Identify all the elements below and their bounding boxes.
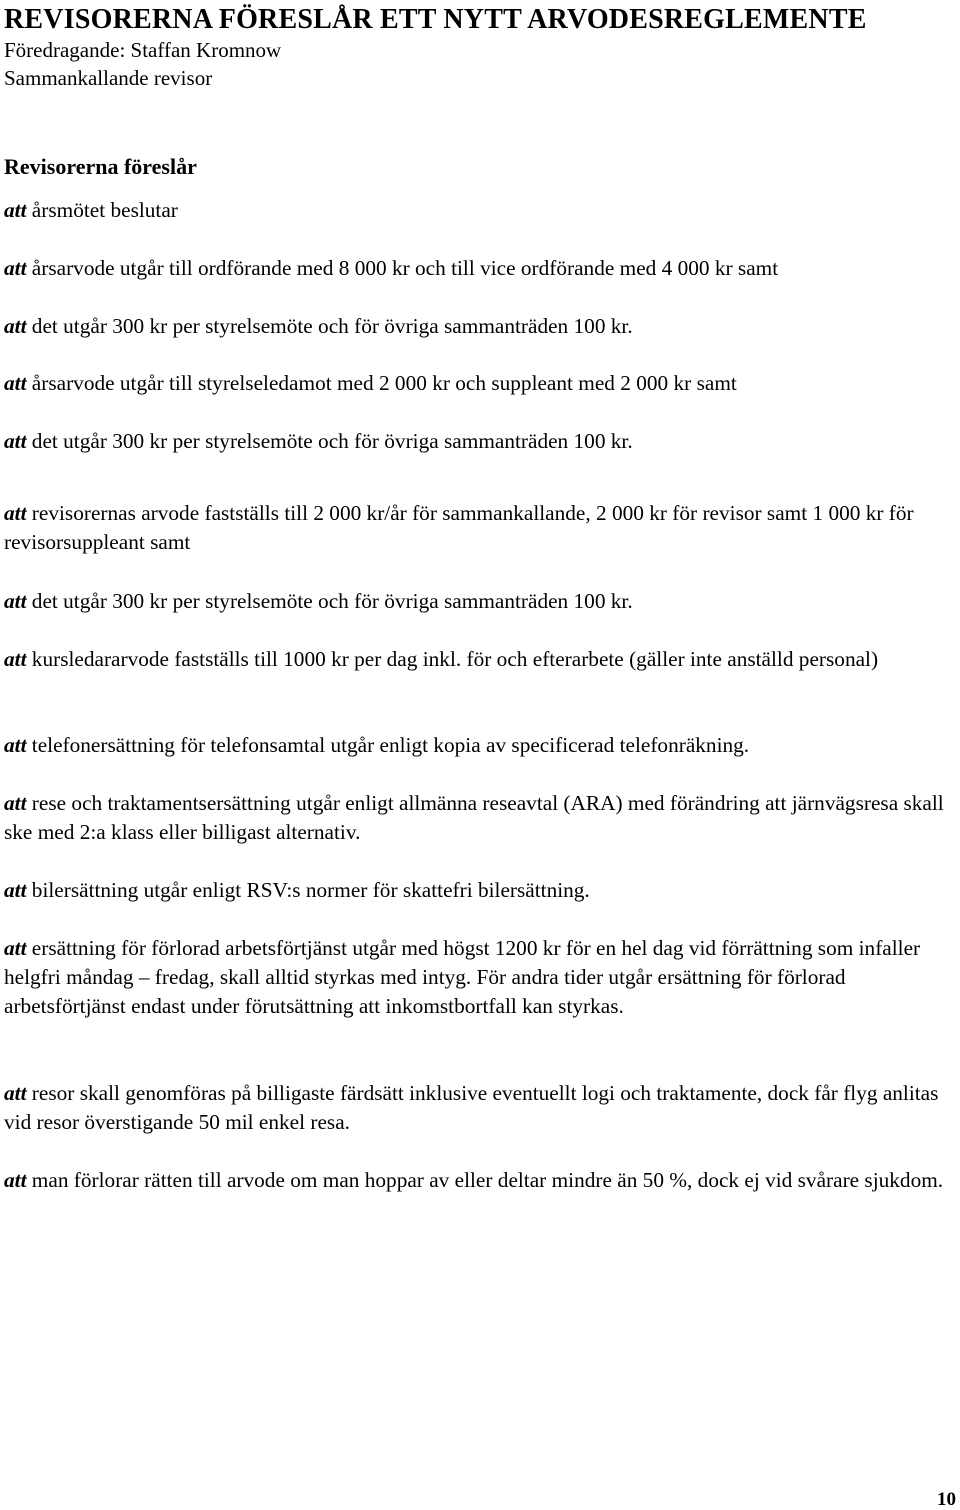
clause-text: det utgår 300 kr per styrelsemöte och för övriga sammanträden 100 kr. bbox=[26, 314, 633, 338]
clause-text: det utgår 300 kr per styrelsemöte och för övriga sammanträden 100 kr. bbox=[26, 429, 633, 453]
clause-text: telefonersättning för telefonsamtal utgår enligt kopia av specificerad telefonräkning. bbox=[26, 733, 750, 757]
clause-text: årsarvode utgår till ordförande med 8 000 kr och till vice ordförande med 4 000 kr samt bbox=[26, 256, 779, 280]
clause-paragraph bbox=[4, 369, 956, 398]
clause-paragraph bbox=[4, 789, 956, 847]
page-number: 10 bbox=[937, 1489, 956, 1510]
clause-keyword: att bbox=[4, 1168, 27, 1192]
clause-keyword: att bbox=[4, 878, 27, 902]
clause-keyword: att bbox=[4, 791, 27, 815]
clause-paragraph bbox=[4, 499, 956, 557]
clause-keyword: att bbox=[4, 733, 27, 757]
document-title: REVISORERNA FÖRESLÅR ETT NYTT ARVODESREGLEMENTE bbox=[4, 4, 867, 35]
clause-text: rese och traktamentsersättning utgår enligt allmänna reseavtal (ARA) med förändring att järnvägsresa skall ske med 2:a klass eller billigast alternativ. bbox=[4, 791, 944, 844]
clause-paragraph bbox=[4, 934, 956, 1021]
clause-keyword: att bbox=[4, 314, 27, 338]
clause-keyword: att bbox=[4, 429, 27, 453]
clause-text: bilersättning utgår enligt RSV:s normer för skattefri bilersättning. bbox=[26, 878, 590, 902]
clause-paragraph bbox=[4, 196, 956, 225]
clause-keyword: att bbox=[4, 371, 27, 395]
clause-text: man förlorar rätten till arvode om man hoppar av eller deltar mindre än 50 %, dock ej vid svårare sjukdom. bbox=[26, 1168, 944, 1192]
clause-text: revisorernas arvode fastställs till 2 000 kr/år för sammankallande, 2 000 kr för revisor samt 1 000 kr för revisorsuppleant samt bbox=[4, 501, 914, 554]
clause-keyword: att bbox=[4, 256, 27, 280]
clause-text: ersättning för förlorad arbetsförtjänst utgår med högst 1200 kr för en hel dag vid förrättning som infaller helgfri måndag – fredag, skall alltid styrkas med intyg. För andra tider utgår ersättning för förlorad arbetsförtjänst endast under förutsättning att inkomstbortfall kan styrkas. bbox=[4, 936, 921, 1018]
clause-text: resor skall genomföras på billigaste färdsätt inklusive eventuellt logi och traktamente, dock får flyg anlitas vid resor överstigande 50 mil enkel resa. bbox=[4, 1081, 939, 1134]
clause-paragraph bbox=[4, 312, 956, 341]
clause-text: kursledararvode fastställs till 1000 kr per dag inkl. för och efterarbete (gäller inte anställd personal) bbox=[26, 647, 879, 671]
clause-text: det utgår 300 kr per styrelsemöte och för övriga sammanträden 100 kr. bbox=[26, 589, 633, 613]
clause-text: årsmötet beslutar bbox=[26, 198, 178, 222]
presenter-role: Sammankallande revisor bbox=[4, 66, 213, 90]
clause-paragraph bbox=[4, 1166, 956, 1195]
clause-paragraph bbox=[4, 1079, 956, 1137]
clause-paragraph bbox=[4, 876, 956, 905]
clause-paragraph bbox=[4, 731, 956, 760]
clause-paragraph bbox=[4, 254, 956, 283]
clause-keyword: att bbox=[4, 647, 27, 671]
clause-paragraph bbox=[4, 587, 956, 616]
clause-text: årsarvode utgår till styrelseledamot med 2 000 kr och suppleant med 2 000 kr samt bbox=[26, 371, 737, 395]
clause-paragraph bbox=[4, 427, 956, 456]
clause-keyword: att bbox=[4, 198, 27, 222]
clause-keyword: att bbox=[4, 501, 27, 525]
clause-paragraph bbox=[4, 645, 956, 674]
clause-keyword: att bbox=[4, 589, 27, 613]
section-heading: Revisorerna föreslår bbox=[4, 154, 197, 179]
clause-keyword: att bbox=[4, 936, 27, 960]
clause-keyword: att bbox=[4, 1081, 27, 1105]
presenter-line: Föredragande: Staffan Kromnow bbox=[4, 38, 282, 62]
